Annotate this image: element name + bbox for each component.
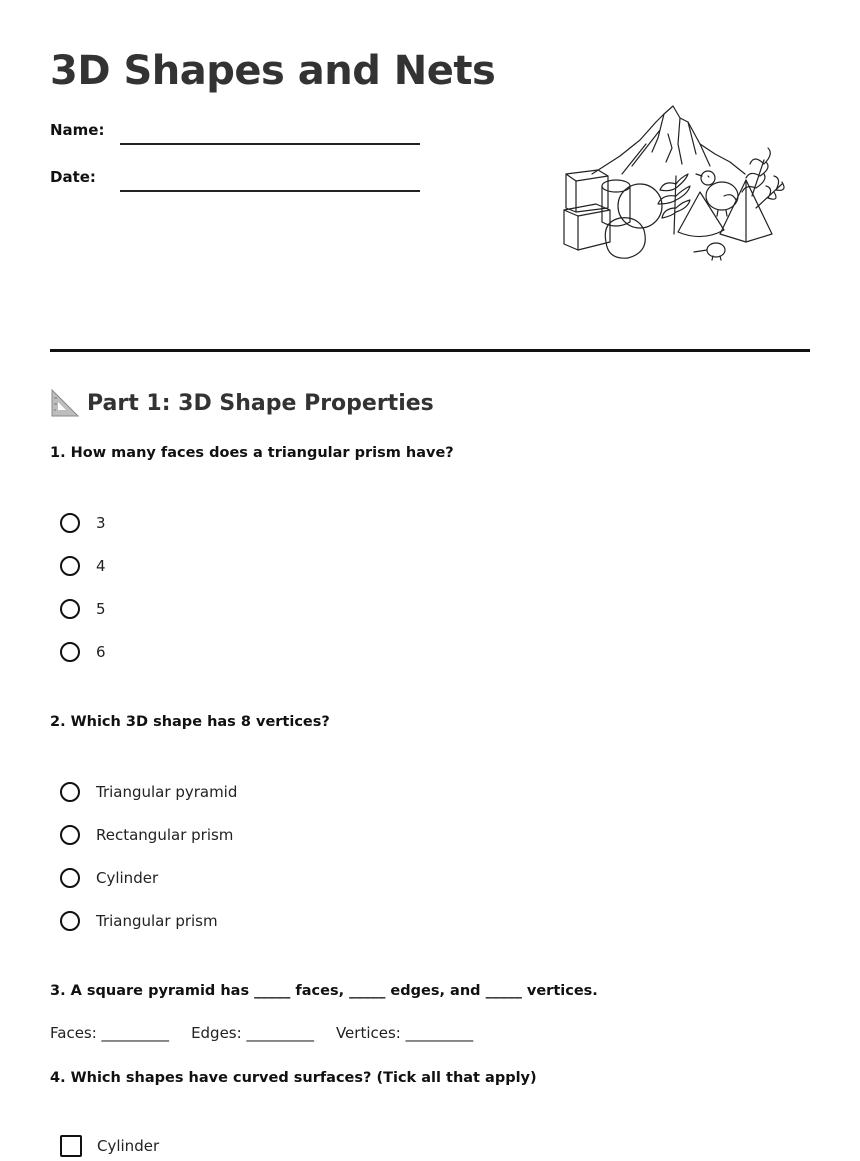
option-label: Triangular prism	[96, 912, 218, 930]
date-field[interactable]	[120, 190, 420, 192]
q2-option[interactable]	[60, 909, 218, 933]
radio-button[interactable]	[60, 556, 80, 576]
q1-option[interactable]	[60, 511, 106, 535]
checkbox[interactable]	[60, 1135, 82, 1157]
option-label: 4	[96, 557, 106, 575]
radio-button[interactable]	[60, 825, 80, 845]
faces-blank[interactable]: Faces: _________	[50, 1024, 170, 1042]
vertices-blank[interactable]: Vertices: _________	[335, 1024, 474, 1042]
option-label: 3	[96, 514, 106, 532]
question-3: 3. A square pyramid has _____ faces, _____ edges, and _____ vertices.	[50, 983, 598, 999]
page-title: 3D Shapes and Nets	[50, 48, 496, 94]
option-label: Cylinder	[97, 1137, 160, 1155]
q4-option[interactable]	[60, 1134, 159, 1158]
q2-option[interactable]	[60, 780, 237, 804]
set-square-icon	[50, 388, 80, 418]
option-label: Rectangular prism	[96, 826, 234, 844]
question-4: 4. Which shapes have curved surfaces? (Tick all that apply)	[50, 1070, 537, 1086]
option-label: Cylinder	[96, 869, 159, 887]
name-field[interactable]	[120, 143, 420, 145]
date-label: Date:	[50, 168, 96, 186]
option-label: 5	[96, 600, 106, 618]
q1-option[interactable]	[60, 640, 106, 664]
radio-button[interactable]	[60, 911, 80, 931]
question-1: 1. How many faces does a triangular prism have?	[50, 445, 454, 461]
q1-option[interactable]	[60, 597, 106, 621]
radio-button[interactable]	[60, 782, 80, 802]
mountain-shapes-illustration	[560, 104, 790, 264]
section-title: Part 1: 3D Shape Properties	[87, 390, 434, 416]
option-label: Triangular pyramid	[96, 783, 238, 801]
q2-option[interactable]	[60, 866, 158, 890]
radio-button[interactable]	[60, 868, 80, 888]
q1-option[interactable]	[60, 554, 106, 578]
section-divider	[50, 349, 810, 352]
radio-button[interactable]	[60, 513, 80, 533]
q3-answer-row	[50, 1024, 495, 1042]
edges-blank[interactable]: Edges: _________	[191, 1024, 314, 1042]
question-2: 2. Which 3D shape has 8 vertices?	[50, 714, 330, 730]
radio-button[interactable]	[60, 642, 80, 662]
name-label: Name:	[50, 121, 105, 139]
q2-option[interactable]	[60, 823, 233, 847]
section-1-heading	[50, 388, 434, 418]
radio-button[interactable]	[60, 599, 80, 619]
option-label: 6	[96, 643, 106, 661]
